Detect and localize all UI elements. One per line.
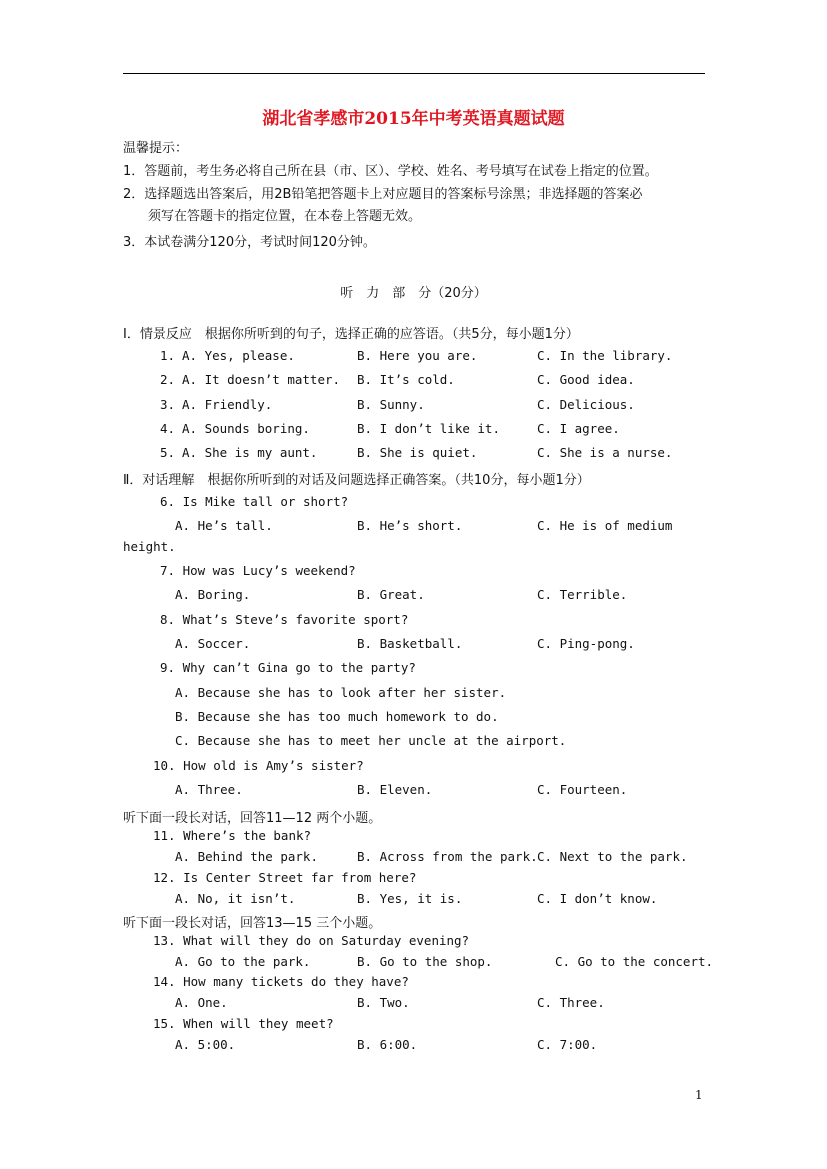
q5-option-b: B. She is quiet. [357, 445, 478, 460]
q2-option-b: B. It’s cold. [357, 372, 455, 387]
q15-option-b: B. 6:00. [357, 1037, 418, 1052]
q6-option-c-continued: height. [123, 539, 176, 554]
q13-option-b: B. Go to the shop. [357, 954, 493, 969]
section-title: 听 力 部 分（20分） [340, 286, 487, 301]
tip-item-3: 3．本试卷满分120分，考试时间120分钟。 [123, 235, 376, 250]
q10-option-a: A. Three. [175, 782, 243, 797]
q14-option-b: B. Two. [357, 995, 410, 1010]
q14-option-c: C. Three. [537, 995, 605, 1010]
q1-option-b: B. Here you are. [357, 348, 478, 363]
q6-option-c: C. He is of medium [537, 518, 673, 533]
tips-heading: 温馨提示： [123, 141, 189, 156]
q12-option-b: B. Yes, it is. [357, 891, 463, 906]
q11-option-c: C. Next to the park. [537, 849, 688, 864]
q4-option-c: C. I agree. [537, 421, 620, 436]
q3-option-a: A. Friendly. [182, 397, 273, 412]
q12-option-a: A. No, it isn’t. [175, 891, 296, 906]
q3-number: 3. [160, 397, 176, 412]
q4-number: 4. [160, 421, 176, 436]
q13-option-a: A. Go to the park. [175, 954, 311, 969]
q10-option-b: B. Eleven. [357, 782, 433, 797]
q11-option-b: B. Across from the park. [357, 849, 538, 864]
q2-option-a: A. It doesn’t matter. [182, 372, 341, 387]
q5-option-a: A. She is my aunt. [182, 445, 318, 460]
page-title: 湖北省孝感市2015年中考英语真题试题 [262, 109, 565, 129]
tip-item-1: 1．答题前，考生务必将自己所在县（市、区）、学校、姓名、考号填写在试卷上指定的位置。 [123, 164, 658, 179]
q14-option-a: A. One. [175, 995, 228, 1010]
long-dialogue-1-heading: 听下面一段长对话，回答11—12 两个小题。 [123, 811, 382, 826]
tip-item-2-line-1: 2．选择题选出答案后，用2B铅笔把答题卡上对应题目的答案标号涂黑；非选择题的答案必 [123, 187, 643, 202]
q15-option-c: C. 7:00. [537, 1037, 598, 1052]
q10-question: 10. How old is Amy’s sister? [153, 758, 364, 773]
header-rule [123, 73, 705, 74]
q1-option-a: A. Yes, please. [182, 348, 295, 363]
q11-option-a: A. Behind the park. [175, 849, 318, 864]
q2-option-c: C. Good idea. [537, 372, 635, 387]
q7-question: 7. How was Lucy’s weekend? [160, 563, 356, 578]
q7-option-a: A. Boring. [175, 587, 251, 602]
part2-heading: Ⅱ．对话理解 根据你所听到的对话及问题选择正确答案。（共10分，每小题1分） [123, 473, 590, 488]
q2-number: 2. [160, 372, 176, 387]
q7-option-c: C. Terrible. [537, 587, 628, 602]
q9-option-b: B. Because she has too much homework to do. [175, 709, 499, 724]
q6-option-a: A. He’s tall. [175, 518, 273, 533]
q3-option-b: B. Sunny. [357, 397, 425, 412]
q1-number: 1. [160, 348, 176, 363]
q6-option-b: B. He’s short. [357, 518, 463, 533]
q5-number: 5. [160, 445, 176, 460]
q8-option-a: A. Soccer. [175, 636, 251, 651]
q5-option-c: C. She is a nurse. [537, 445, 673, 460]
q6-question: 6. Is Mike tall or short? [160, 494, 349, 509]
tip-item-2-line-2: 须写在答题卡的指定位置，在本卷上答题无效。 [148, 209, 422, 224]
q10-option-c: C. Fourteen. [537, 782, 628, 797]
q4-option-b: B. I don’t like it. [357, 421, 500, 436]
q12-option-c: C. I don’t know. [537, 891, 658, 906]
part1-heading: Ⅰ．情景反应 根据你所听到的句子，选择正确的应答语。（共5分，每小题1分） [123, 327, 579, 342]
q13-option-c: C. Go to the concert. [555, 954, 714, 969]
long-dialogue-2-heading: 听下面一段长对话，回答13—15 三个小题。 [123, 916, 382, 931]
q13-question: 13. What will they do on Saturday evening? [153, 933, 470, 948]
q9-option-c: C. Because she has to meet her uncle at the airport. [175, 733, 567, 748]
page-number: 1 [695, 1088, 703, 1102]
q11-question: 11. Where’s the bank? [153, 828, 312, 843]
q9-option-a: A. Because she has to look after her sister. [175, 685, 507, 700]
q1-option-c: C. In the library. [537, 348, 673, 363]
q9-question: 9. Why can’t Gina go to the party? [160, 660, 416, 675]
q15-question: 15. When will they meet? [153, 1016, 334, 1031]
q8-option-c: C. Ping-pong. [537, 636, 635, 651]
q8-option-b: B. Basketball. [357, 636, 463, 651]
q8-question: 8. What’s Steve’s favorite sport? [160, 612, 409, 627]
q12-question: 12. Is Center Street far from here? [153, 870, 417, 885]
q3-option-c: C. Delicious. [537, 397, 635, 412]
q14-question: 14. How many tickets do they have? [153, 974, 409, 989]
q7-option-b: B. Great. [357, 587, 425, 602]
q4-option-a: A. Sounds boring. [182, 421, 310, 436]
q15-option-a: A. 5:00. [175, 1037, 236, 1052]
